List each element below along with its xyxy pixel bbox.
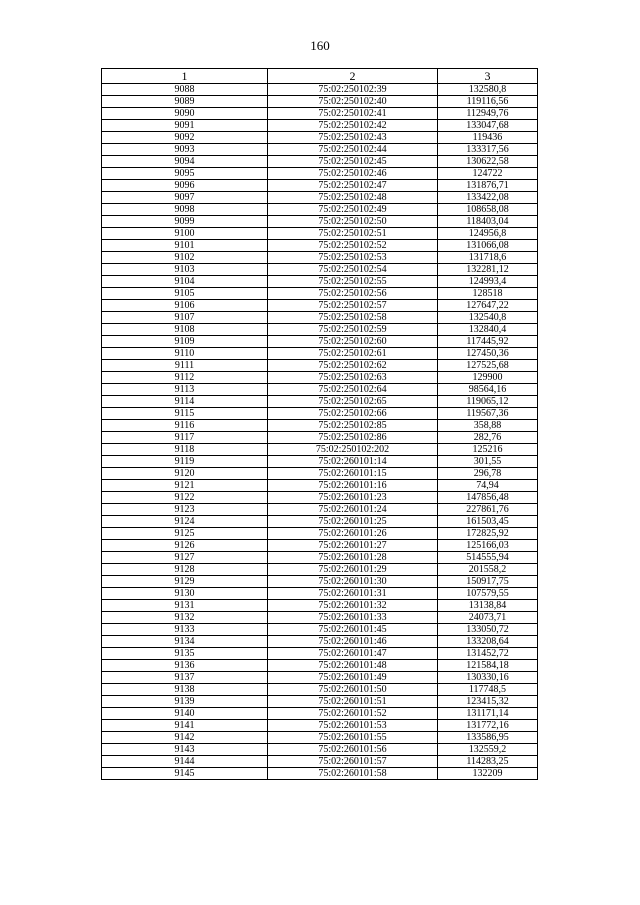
value-cell: 133317,56 <box>438 144 538 156</box>
value-cell: 133050,72 <box>438 624 538 636</box>
cadastral-number-cell: 75:02:250102:65 <box>268 396 438 408</box>
cadastral-number-cell: 75:02:260101:51 <box>268 696 438 708</box>
table-row <box>102 216 538 228</box>
value-cell: 128518 <box>438 288 538 300</box>
table-row <box>102 708 538 720</box>
cadastral-number-cell: 75:02:250102:64 <box>268 384 438 396</box>
cadastral-number-cell: 75:02:250102:56 <box>268 288 438 300</box>
table-row <box>102 564 538 576</box>
value-cell: 133586,95 <box>438 732 538 744</box>
cadastral-number-cell: 75:02:250102:86 <box>268 432 438 444</box>
table-row <box>102 636 538 648</box>
table-row <box>102 204 538 216</box>
cadastral-number-cell: 75:02:260101:53 <box>268 720 438 732</box>
cadastral-number-cell: 75:02:250102:39 <box>268 84 438 96</box>
cadastral-number-cell: 75:02:260101:49 <box>268 672 438 684</box>
cadastral-number-cell: 75:02:260101:28 <box>268 552 438 564</box>
column-header: 3 <box>438 69 538 84</box>
cadastral-number-cell: 75:02:260101:52 <box>268 708 438 720</box>
table-row <box>102 120 538 132</box>
value-cell: 132840,4 <box>438 324 538 336</box>
row-number-cell: 9097 <box>102 192 268 204</box>
row-number-cell: 9099 <box>102 216 268 228</box>
row-number-cell: 9141 <box>102 720 268 732</box>
table-row <box>102 312 538 324</box>
row-number-cell: 9090 <box>102 108 268 120</box>
value-cell: 124993,4 <box>438 276 538 288</box>
cadastral-number-cell: 75:02:260101:47 <box>268 648 438 660</box>
row-number-cell: 9132 <box>102 612 268 624</box>
table-row <box>102 492 538 504</box>
table-row <box>102 444 538 456</box>
cadastral-number-cell: 75:02:250102:52 <box>268 240 438 252</box>
value-cell: 108658,08 <box>438 204 538 216</box>
table-row <box>102 144 538 156</box>
row-number-cell: 9096 <box>102 180 268 192</box>
value-cell: 127525,68 <box>438 360 538 372</box>
row-number-cell: 9140 <box>102 708 268 720</box>
row-number-cell: 9098 <box>102 204 268 216</box>
table-row <box>102 456 538 468</box>
cadastral-number-cell: 75:02:250102:40 <box>268 96 438 108</box>
value-cell: 124722 <box>438 168 538 180</box>
value-cell: 132281,12 <box>438 264 538 276</box>
table-row <box>102 168 538 180</box>
row-number-cell: 9145 <box>102 768 268 780</box>
row-number-cell: 9094 <box>102 156 268 168</box>
value-cell: 129900 <box>438 372 538 384</box>
row-number-cell: 9089 <box>102 96 268 108</box>
row-number-cell: 9131 <box>102 600 268 612</box>
cadastral-number-cell: 75:02:250102:47 <box>268 180 438 192</box>
row-number-cell: 9144 <box>102 756 268 768</box>
row-number-cell: 9111 <box>102 360 268 372</box>
row-number-cell: 9126 <box>102 540 268 552</box>
row-number-cell: 9112 <box>102 372 268 384</box>
value-cell: 119065,12 <box>438 396 538 408</box>
value-cell: 282,76 <box>438 432 538 444</box>
value-cell: 147856,48 <box>438 492 538 504</box>
row-number-cell: 9114 <box>102 396 268 408</box>
row-number-cell: 9119 <box>102 456 268 468</box>
cadastral-number-cell: 75:02:260101:24 <box>268 504 438 516</box>
cadastral-number-cell: 75:02:250102:50 <box>268 216 438 228</box>
row-number-cell: 9107 <box>102 312 268 324</box>
table-body <box>102 84 538 780</box>
table-row <box>102 732 538 744</box>
cadastral-number-cell: 75:02:250102:53 <box>268 252 438 264</box>
row-number-cell: 9116 <box>102 420 268 432</box>
value-cell: 131171,14 <box>438 708 538 720</box>
table-row <box>102 300 538 312</box>
value-cell: 301,55 <box>438 456 538 468</box>
column-header: 1 <box>102 69 268 84</box>
table-row <box>102 108 538 120</box>
value-cell: 124956,8 <box>438 228 538 240</box>
row-number-cell: 9103 <box>102 264 268 276</box>
cadastral-number-cell: 75:02:250102:46 <box>268 168 438 180</box>
row-number-cell: 9139 <box>102 696 268 708</box>
table-row <box>102 84 538 96</box>
table-row <box>102 720 538 732</box>
table-row <box>102 348 538 360</box>
row-number-cell: 9115 <box>102 408 268 420</box>
table-header-row <box>102 69 538 84</box>
cadastral-number-cell: 75:02:260101:31 <box>268 588 438 600</box>
table-row <box>102 540 538 552</box>
cadastral-number-cell: 75:02:260101:50 <box>268 684 438 696</box>
row-number-cell: 9105 <box>102 288 268 300</box>
table-row <box>102 480 538 492</box>
cadastral-number-cell: 75:02:250102:85 <box>268 420 438 432</box>
value-cell: 132209 <box>438 768 538 780</box>
row-number-cell: 9127 <box>102 552 268 564</box>
cadastral-number-cell: 75:02:260101:32 <box>268 600 438 612</box>
table-row <box>102 672 538 684</box>
cadastral-number-cell: 75:02:260101:26 <box>268 528 438 540</box>
cadastral-number-cell: 75:02:260101:16 <box>268 480 438 492</box>
value-cell: 132540,8 <box>438 312 538 324</box>
row-number-cell: 9142 <box>102 732 268 744</box>
cadastral-number-cell: 75:02:260101:55 <box>268 732 438 744</box>
cadastral-number-cell: 75:02:250102:63 <box>268 372 438 384</box>
table-row <box>102 384 538 396</box>
cadastral-number-cell: 75:02:250102:59 <box>268 324 438 336</box>
row-number-cell: 9128 <box>102 564 268 576</box>
value-cell: 117445,92 <box>438 336 538 348</box>
table-row <box>102 156 538 168</box>
row-number-cell: 9120 <box>102 468 268 480</box>
cadastral-number-cell: 75:02:260101:23 <box>268 492 438 504</box>
value-cell: 133422,08 <box>438 192 538 204</box>
cadastral-number-cell: 75:02:260101:25 <box>268 516 438 528</box>
cadastral-number-cell: 75:02:250102:42 <box>268 120 438 132</box>
table-row <box>102 576 538 588</box>
row-number-cell: 9092 <box>102 132 268 144</box>
cadastral-number-cell: 75:02:250102:62 <box>268 360 438 372</box>
value-cell: 514555,94 <box>438 552 538 564</box>
table-row <box>102 504 538 516</box>
row-number-cell: 9135 <box>102 648 268 660</box>
table-row <box>102 756 538 768</box>
cadastral-number-cell: 75:02:250102:202 <box>268 444 438 456</box>
row-number-cell: 9102 <box>102 252 268 264</box>
row-number-cell: 9130 <box>102 588 268 600</box>
row-number-cell: 9091 <box>102 120 268 132</box>
row-number-cell: 9108 <box>102 324 268 336</box>
value-cell: 132559,2 <box>438 744 538 756</box>
row-number-cell: 9104 <box>102 276 268 288</box>
table-row <box>102 336 538 348</box>
table-row <box>102 600 538 612</box>
table-row <box>102 276 538 288</box>
cadastral-number-cell: 75:02:250102:43 <box>268 132 438 144</box>
row-number-cell: 9137 <box>102 672 268 684</box>
value-cell: 74,94 <box>438 480 538 492</box>
table-row <box>102 408 538 420</box>
cadastral-number-cell: 75:02:250102:61 <box>268 348 438 360</box>
cadastral-number-cell: 75:02:250102:41 <box>268 108 438 120</box>
row-number-cell: 9125 <box>102 528 268 540</box>
cadastral-number-cell: 75:02:250102:54 <box>268 264 438 276</box>
table-row <box>102 660 538 672</box>
table-row <box>102 252 538 264</box>
cadastral-number-cell: 75:02:260101:48 <box>268 660 438 672</box>
row-number-cell: 9095 <box>102 168 268 180</box>
row-number-cell: 9106 <box>102 300 268 312</box>
value-cell: 125166,03 <box>438 540 538 552</box>
value-cell: 121584,18 <box>438 660 538 672</box>
cadastral-number-cell: 75:02:250102:55 <box>268 276 438 288</box>
value-cell: 114283,25 <box>438 756 538 768</box>
table-row <box>102 588 538 600</box>
cadastral-number-cell: 75:02:260101:27 <box>268 540 438 552</box>
table-row <box>102 612 538 624</box>
table-row <box>102 516 538 528</box>
value-cell: 133047,68 <box>438 120 538 132</box>
table-row <box>102 180 538 192</box>
table-row <box>102 372 538 384</box>
value-cell: 112949,76 <box>438 108 538 120</box>
table-row <box>102 324 538 336</box>
table-row <box>102 768 538 780</box>
table-row <box>102 132 538 144</box>
value-cell: 130622,58 <box>438 156 538 168</box>
column-header: 2 <box>268 69 438 84</box>
table-row <box>102 744 538 756</box>
table-row <box>102 432 538 444</box>
value-cell: 201558,2 <box>438 564 538 576</box>
cadastral-number-cell: 75:02:250102:58 <box>268 312 438 324</box>
table-row <box>102 396 538 408</box>
value-cell: 118403,04 <box>438 216 538 228</box>
table-row <box>102 696 538 708</box>
cadastral-number-cell: 75:02:250102:45 <box>268 156 438 168</box>
value-cell: 150917,75 <box>438 576 538 588</box>
value-cell: 125216 <box>438 444 538 456</box>
table-row <box>102 288 538 300</box>
table-row <box>102 648 538 660</box>
cadastral-number-cell: 75:02:260101:58 <box>268 768 438 780</box>
value-cell: 98564,16 <box>438 384 538 396</box>
row-number-cell: 9100 <box>102 228 268 240</box>
cadastral-number-cell: 75:02:260101:46 <box>268 636 438 648</box>
value-cell: 119116,56 <box>438 96 538 108</box>
table-row <box>102 420 538 432</box>
row-number-cell: 9088 <box>102 84 268 96</box>
value-cell: 133208,64 <box>438 636 538 648</box>
value-cell: 107579,55 <box>438 588 538 600</box>
row-number-cell: 9093 <box>102 144 268 156</box>
cadastral-number-cell: 75:02:250102:57 <box>268 300 438 312</box>
value-cell: 127450,36 <box>438 348 538 360</box>
cadastral-number-cell: 75:02:250102:44 <box>268 144 438 156</box>
row-number-cell: 9110 <box>102 348 268 360</box>
row-number-cell: 9124 <box>102 516 268 528</box>
cadastral-number-cell: 75:02:250102:49 <box>268 204 438 216</box>
value-cell: 117748,5 <box>438 684 538 696</box>
value-cell: 358,88 <box>438 420 538 432</box>
cadastral-number-cell: 75:02:260101:33 <box>268 612 438 624</box>
table-row <box>102 264 538 276</box>
page-number: 160 <box>310 38 330 53</box>
value-cell: 296,78 <box>438 468 538 480</box>
cadastral-number-cell: 75:02:250102:48 <box>268 192 438 204</box>
row-number-cell: 9121 <box>102 480 268 492</box>
value-cell: 123415,32 <box>438 696 538 708</box>
cadastral-number-cell: 75:02:260101:30 <box>268 576 438 588</box>
table-row <box>102 240 538 252</box>
cadastral-number-cell: 75:02:260101:15 <box>268 468 438 480</box>
value-cell: 119567,36 <box>438 408 538 420</box>
value-cell: 131772,16 <box>438 720 538 732</box>
row-number-cell: 9122 <box>102 492 268 504</box>
table-row <box>102 360 538 372</box>
table-row <box>102 624 538 636</box>
cadastral-number-cell: 75:02:250102:66 <box>268 408 438 420</box>
table-row <box>102 528 538 540</box>
row-number-cell: 9113 <box>102 384 268 396</box>
table-row <box>102 552 538 564</box>
cadastral-number-cell: 75:02:250102:60 <box>268 336 438 348</box>
value-cell: 131876,71 <box>438 180 538 192</box>
table-row <box>102 228 538 240</box>
row-number-cell: 9109 <box>102 336 268 348</box>
table-row <box>102 96 538 108</box>
cadastral-number-cell: 75:02:260101:14 <box>268 456 438 468</box>
cadastral-number-cell: 75:02:260101:29 <box>268 564 438 576</box>
row-number-cell: 9101 <box>102 240 268 252</box>
value-cell: 127647,22 <box>438 300 538 312</box>
value-cell: 13138,84 <box>438 600 538 612</box>
value-cell: 227861,76 <box>438 504 538 516</box>
row-number-cell: 9118 <box>102 444 268 456</box>
value-cell: 131718,6 <box>438 252 538 264</box>
row-number-cell: 9117 <box>102 432 268 444</box>
cadastral-number-cell: 75:02:260101:57 <box>268 756 438 768</box>
value-cell: 119436 <box>438 132 538 144</box>
cadastral-number-cell: 75:02:260101:45 <box>268 624 438 636</box>
table-row <box>102 468 538 480</box>
value-cell: 132580,8 <box>438 84 538 96</box>
cadastral-number-cell: 75:02:250102:51 <box>268 228 438 240</box>
value-cell: 131066,08 <box>438 240 538 252</box>
row-number-cell: 9134 <box>102 636 268 648</box>
value-cell: 161503,45 <box>438 516 538 528</box>
row-number-cell: 9138 <box>102 684 268 696</box>
value-cell: 24073,71 <box>438 612 538 624</box>
data-table <box>101 68 538 780</box>
table-row <box>102 192 538 204</box>
row-number-cell: 9136 <box>102 660 268 672</box>
value-cell: 130330,16 <box>438 672 538 684</box>
row-number-cell: 9143 <box>102 744 268 756</box>
table-row <box>102 684 538 696</box>
row-number-cell: 9123 <box>102 504 268 516</box>
value-cell: 172825,92 <box>438 528 538 540</box>
cadastral-number-cell: 75:02:260101:56 <box>268 744 438 756</box>
row-number-cell: 9133 <box>102 624 268 636</box>
row-number-cell: 9129 <box>102 576 268 588</box>
value-cell: 131452,72 <box>438 648 538 660</box>
